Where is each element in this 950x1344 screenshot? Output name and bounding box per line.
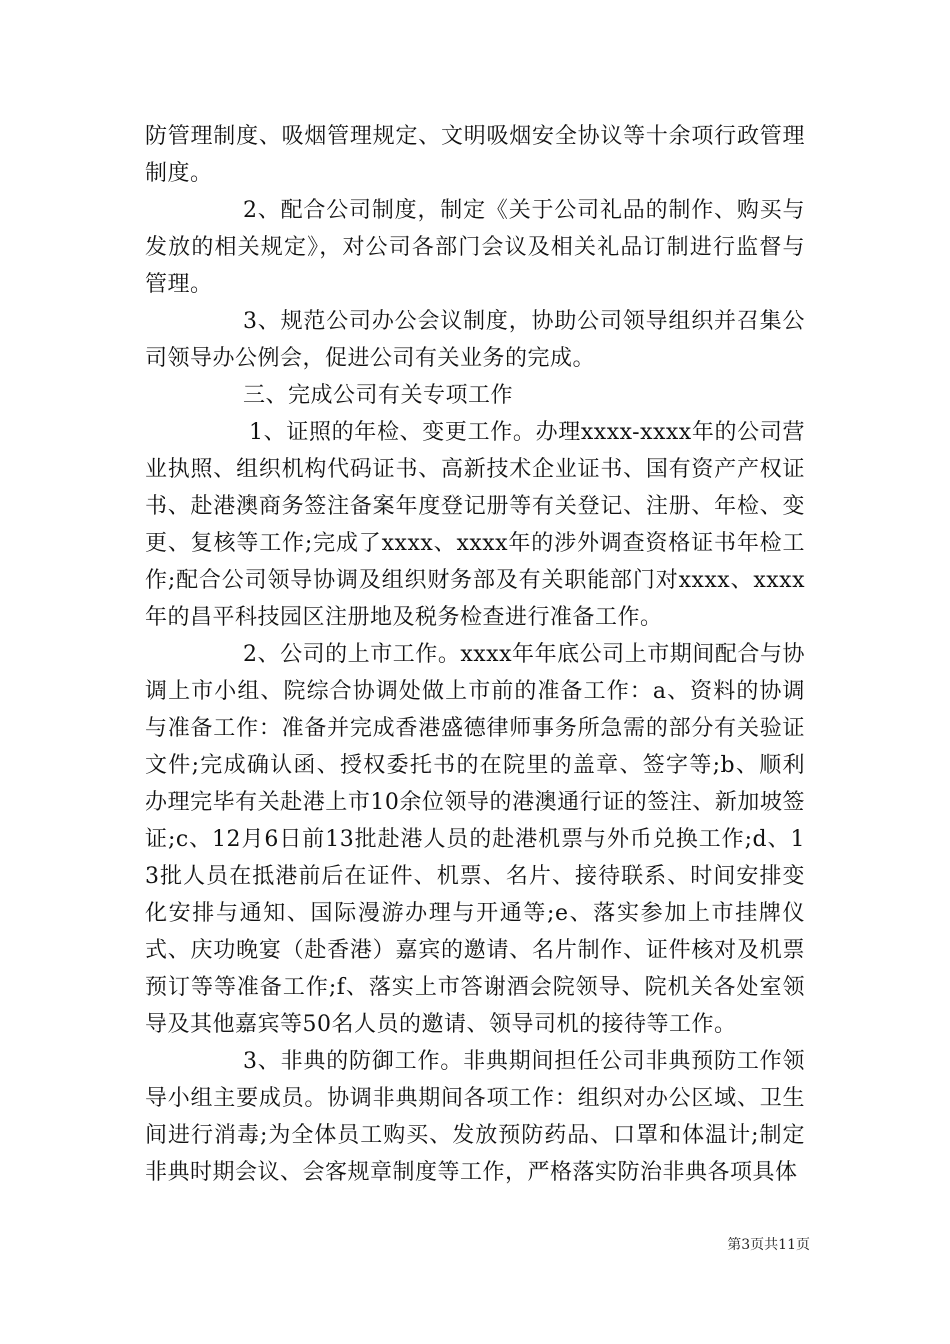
paragraph-item-2-listing: 2、公司的上市工作。xxxx年年底公司上市期间配合与协调上市小组、院综合协调处做上市前的准备工作：a、资料的协调与准备工作：准备并完成香港盛德律师事务所急需的部分有关验证文件;完成确认函、授权委托书的在院里的盖章、签字等;b、顺利办理完毕有关赴港上市10余位领导的港澳通行证的签注、新加坡签证;c、12月6日前13批赴港人员的赴港机票与外币兑换工作;d、13批人员在抵港前后在证件、机票、名片、接待联系、时间安排变化安排与通知、国际漫游办理与开通等;e、落实参加上市挂牌仪式、庆功晚宴（赴香港）嘉宾的邀请、名片制作、证件核对及机票预订等等准备工作;f、落实上市答谢酒会院领导、院机关各处室领导及其他嘉宾等50名人员的邀请、领导司机的接待等工作。 — [145, 642, 805, 1037]
page-number-footer: 第3页共11页 — [727, 1237, 810, 1253]
paragraph-item-3-sars: 3、非典的防御工作。非典期间担任公司非典预防工作领导小组主要成员。协调非典期间各项工作：组织对办公区域、卫生间进行消毒;为全体员工购买、发放预防药品、口罩和体温计;制定非典时期会议、会客规章制度等工作，严格落实防治非典各项具体 — [145, 1049, 805, 1185]
document-body — [145, 118, 805, 1191]
section-heading-three: 三、完成公司有关专项工作 — [243, 383, 514, 408]
paragraph-continuation: 防管理制度、吸烟管理规定、文明吸烟安全协议等十余项行政管理制度。 — [145, 124, 805, 186]
paragraph-item-2-gifts: 2、配合公司制度，制定《关于公司礼品的制作、购买与发放的相关规定》，对公司各部门会议及相关礼品订制进行监督与管理。 — [145, 198, 805, 297]
paragraph-item-1-licenses: 1、证照的年检、变更工作。办理xxxx-xxxx年的公司营业执照、组织机构代码证书、高新技术企业证书、国有资产产权证书、赴港澳商务签注备案年度登记册等有关登记、注册、年检、变更、复核等工作;完成了xxxx、xxxx年的涉外调查资格证书年检工作;配合公司领导协调及组织财务部及有关职能部门对xxxx、xxxx年的昌平科技园区注册地及税务检查进行准备工作。 — [145, 420, 805, 630]
paragraph-item-3-meetings: 3、规范公司办公会议制度，协助公司领导组织并召集公司领导办公例会，促进公司有关业务的完成。 — [145, 309, 805, 371]
